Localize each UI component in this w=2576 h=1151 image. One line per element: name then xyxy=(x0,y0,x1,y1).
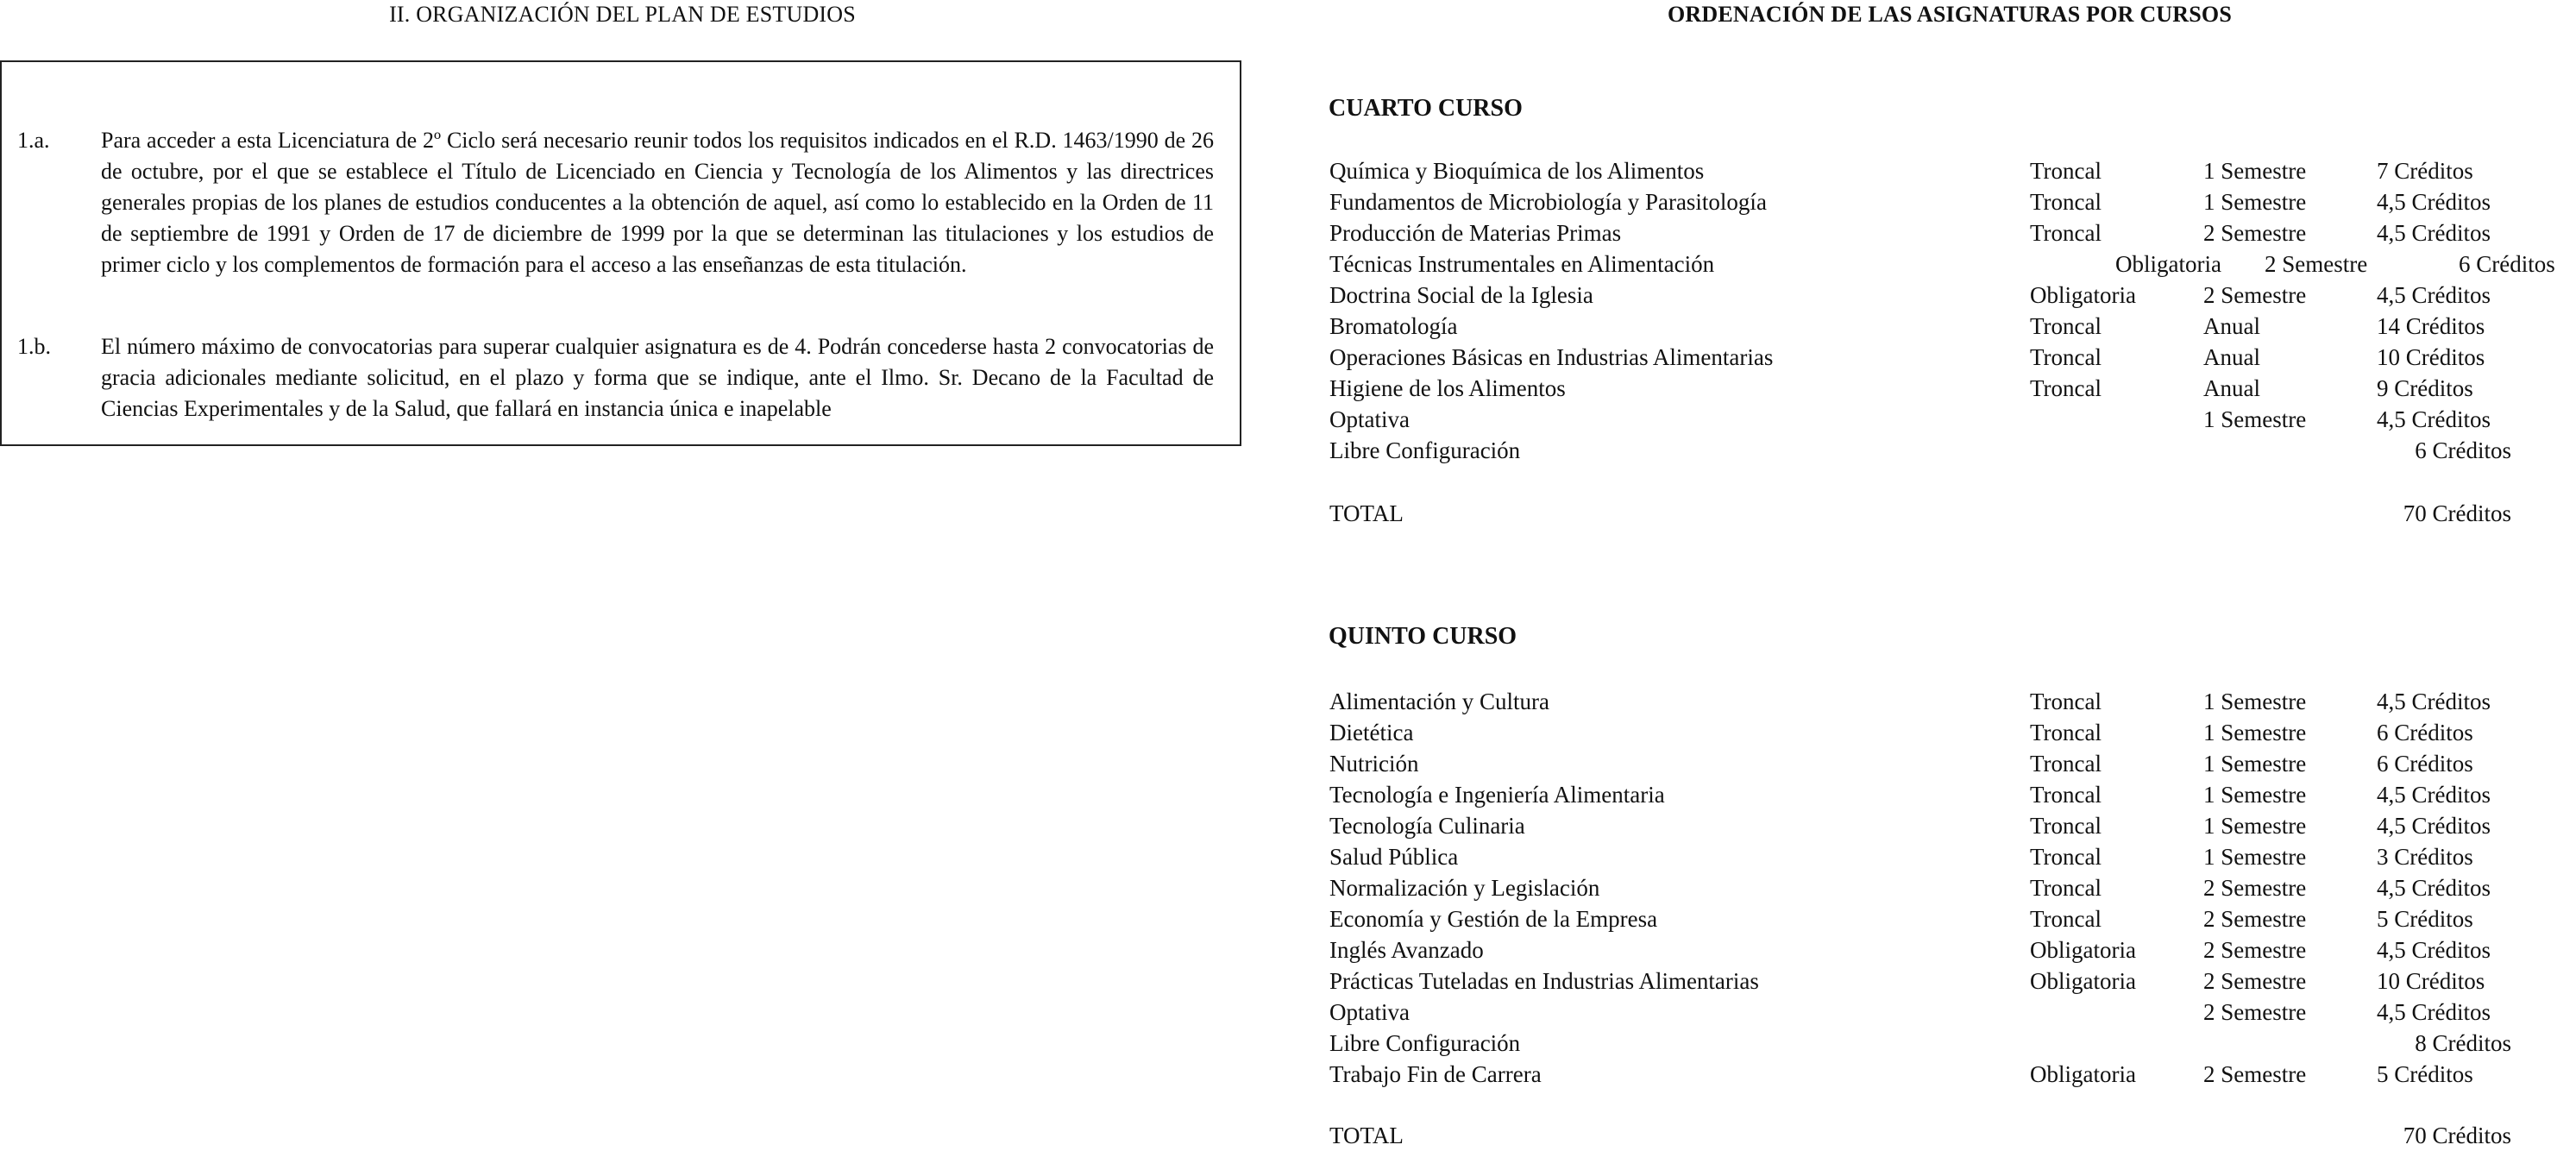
subject-type: Troncal xyxy=(2030,875,2102,901)
subject-credits: 4,5 Créditos xyxy=(2377,189,2491,215)
note-text: Para acceder a esta Licenciatura de 2º Ciclo será necesario reunir todos los requisitos indicados en el R.D. 1463/1990 de 26 de octubre, por el que se establece el Título de Licenciado en Ciencia y Tecnología de los Alimentos y las directrices generales propias de los planes de estudios conducentes a la obtención de aquel, así como lo establecido en la Orden de 11 de septiembre de 1991 y Orden de 17 de diciembre de 1999 por la que se determinan las titulaciones y los estudios de primer ciclo y los complementos de formación para el acceso a las enseñanzas de esta titulación. xyxy=(101,128,1214,277)
subject-type: Troncal xyxy=(2030,689,2102,714)
total-label: TOTAL xyxy=(1329,1123,1404,1148)
subject-credits: 14 Créditos xyxy=(2377,313,2485,339)
subject-duration: 2 Semestre xyxy=(2203,875,2307,901)
table-row xyxy=(0,248,2576,280)
subject-credits: 4,5 Créditos xyxy=(2377,782,2491,808)
total-label: TOTAL xyxy=(1329,500,1404,526)
subject-type: Obligatoria xyxy=(2115,251,2221,277)
section-title-cuarto: CUARTO CURSO xyxy=(1329,95,1523,122)
subject-type: Troncal xyxy=(2030,720,2102,745)
subject-duration: 2 Semestre xyxy=(2203,1061,2307,1087)
subject-name: Libre Configuración xyxy=(1329,1030,1521,1056)
subject-type: Obligatoria xyxy=(2030,282,2136,308)
subject-type: Troncal xyxy=(2030,813,2102,839)
subject-name: Producción de Materias Primas xyxy=(1329,220,1622,246)
note-label: 1.a. xyxy=(17,128,50,153)
table-row xyxy=(0,217,2576,248)
subject-credits: 4,5 Créditos xyxy=(2377,813,2491,839)
total-value: 70 Créditos xyxy=(2403,1123,2511,1148)
subject-duration: 2 Semestre xyxy=(2265,251,2368,277)
subject-name: Dietética xyxy=(1329,720,1414,745)
subject-credits: 6 Créditos xyxy=(2377,751,2473,777)
subject-duration: 1 Semestre xyxy=(2203,751,2307,777)
table-row xyxy=(0,934,2576,965)
subject-type: Troncal xyxy=(2030,782,2102,808)
subject-duration: 2 Semestre xyxy=(2203,999,2307,1025)
table-row xyxy=(0,872,2576,903)
subject-credits: 5 Créditos xyxy=(2377,906,2473,932)
total-row xyxy=(0,1120,2576,1151)
table-row xyxy=(0,435,2576,466)
subject-credits: 4,5 Créditos xyxy=(2377,220,2491,246)
subject-type: Obligatoria xyxy=(2030,937,2136,963)
subject-name: Alimentación y Cultura xyxy=(1329,689,1549,714)
subject-credits: 4,5 Créditos xyxy=(2377,875,2491,901)
subject-credits: 5 Créditos xyxy=(2377,1061,2473,1087)
table-row xyxy=(0,1028,2576,1059)
subject-duration: 2 Semestre xyxy=(2203,282,2307,308)
subject-type: Troncal xyxy=(2030,375,2102,401)
note-text: El número máximo de convocatorias para superar cualquier asignatura es de 4. Podrán concederse hasta 2 convocatorias de gracia adicionales mediante solicitud, en el plazo y forma que se indique, ante el Ilmo. Sr. Decano de la Facultad de Ciencias Experimentales y de la Salud, que fallará en instancia única e inapelable xyxy=(101,334,1214,421)
subject-name: Bromatología xyxy=(1329,313,1458,339)
subject-credits: 4,5 Créditos xyxy=(2377,999,2491,1025)
subject-credits: 10 Créditos xyxy=(2377,968,2485,994)
subject-duration: 1 Semestre xyxy=(2203,782,2307,808)
subject-credits: 3 Créditos xyxy=(2377,844,2473,870)
total-value: 70 Créditos xyxy=(2403,500,2511,526)
subject-name: Nutrición xyxy=(1329,751,1419,777)
subject-credits: 4,5 Créditos xyxy=(2377,282,2491,308)
subject-credits: 4,5 Créditos xyxy=(2377,937,2491,963)
subject-duration: Anual xyxy=(2203,375,2260,401)
subject-duration: 2 Semestre xyxy=(2203,906,2307,932)
subject-credits: 6 Créditos xyxy=(2459,251,2555,277)
subject-name: Operaciones Básicas en Industrias Alimentarias xyxy=(1329,344,1774,370)
subject-name: Inglés Avanzado xyxy=(1329,937,1484,963)
subject-name: Tecnología e Ingeniería Alimentaria xyxy=(1329,782,1665,808)
table-row xyxy=(0,280,2576,311)
left-page-title: II. ORGANIZACIÓN DEL PLAN DE ESTUDIOS xyxy=(389,2,856,27)
total-row xyxy=(0,498,2576,529)
subject-credits: 4,5 Créditos xyxy=(2377,406,2491,432)
right-page-title: ORDENACIÓN DE LAS ASIGNATURAS POR CURSOS xyxy=(1667,2,2232,27)
table-row xyxy=(0,686,2576,717)
table-row xyxy=(0,155,2576,186)
table-row xyxy=(0,373,2576,404)
note-label: 1.b. xyxy=(17,334,51,359)
subject-name: Optativa xyxy=(1329,406,1410,432)
table-row xyxy=(0,1059,2576,1090)
subject-credits: 7 Créditos xyxy=(2377,158,2473,184)
table-row xyxy=(0,997,2576,1028)
subject-type: Troncal xyxy=(2030,751,2102,777)
subject-type: Troncal xyxy=(2030,313,2102,339)
subject-duration: 1 Semestre xyxy=(2203,406,2307,432)
table-row xyxy=(0,903,2576,934)
table-row xyxy=(0,404,2576,435)
subject-name: Salud Pública xyxy=(1329,844,1459,870)
subject-type: Troncal xyxy=(2030,220,2102,246)
subject-name: Doctrina Social de la Iglesia xyxy=(1329,282,1593,308)
subject-name: Higiene de los Alimentos xyxy=(1329,375,1566,401)
subject-credits: 6 Créditos xyxy=(2415,437,2511,463)
subject-duration: 2 Semestre xyxy=(2203,937,2307,963)
subject-duration: 1 Semestre xyxy=(2203,813,2307,839)
subject-name: Tecnología Culinaria xyxy=(1329,813,1525,839)
table-row xyxy=(0,717,2576,748)
subject-credits: 8 Créditos xyxy=(2415,1030,2511,1056)
subject-duration: Anual xyxy=(2203,344,2260,370)
subject-duration: 1 Semestre xyxy=(2203,720,2307,745)
table-row xyxy=(0,342,2576,373)
subject-credits: 10 Créditos xyxy=(2377,344,2485,370)
subject-type: Obligatoria xyxy=(2030,968,2136,994)
subject-type: Troncal xyxy=(2030,906,2102,932)
subject-name: Normalización y Legislación xyxy=(1329,875,1600,901)
subject-name: Fundamentos de Microbiología y Parasitología xyxy=(1329,189,1767,215)
table-row xyxy=(0,186,2576,217)
subject-credits: 9 Créditos xyxy=(2377,375,2473,401)
table-row xyxy=(0,748,2576,779)
subject-duration: 1 Semestre xyxy=(2203,689,2307,714)
subject-credits: 4,5 Créditos xyxy=(2377,689,2491,714)
table-row xyxy=(0,810,2576,841)
table-row xyxy=(0,311,2576,342)
subject-duration: Anual xyxy=(2203,313,2260,339)
subject-name: Economía y Gestión de la Empresa xyxy=(1329,906,1658,932)
subject-duration: 1 Semestre xyxy=(2203,158,2307,184)
table-row xyxy=(0,841,2576,872)
subject-name: Química y Bioquímica de los Alimentos xyxy=(1329,158,1705,184)
subject-name: Libre Configuración xyxy=(1329,437,1521,463)
subject-name: Técnicas Instrumentales en Alimentación xyxy=(1329,251,1715,277)
subject-name: Optativa xyxy=(1329,999,1410,1025)
subject-credits: 6 Créditos xyxy=(2377,720,2473,745)
subject-type: Troncal xyxy=(2030,189,2102,215)
subject-name: Trabajo Fin de Carrera xyxy=(1329,1061,1542,1087)
subject-type: Troncal xyxy=(2030,344,2102,370)
section-title-quinto: QUINTO CURSO xyxy=(1329,623,1517,650)
subject-duration: 2 Semestre xyxy=(2203,968,2307,994)
subject-name: Prácticas Tuteladas en Industrias Alimentarias xyxy=(1329,968,1759,994)
subject-duration: 1 Semestre xyxy=(2203,189,2307,215)
subject-duration: 2 Semestre xyxy=(2203,220,2307,246)
table-row xyxy=(0,965,2576,997)
subject-duration: 1 Semestre xyxy=(2203,844,2307,870)
subject-type: Troncal xyxy=(2030,844,2102,870)
subject-type: Obligatoria xyxy=(2030,1061,2136,1087)
subject-type: Troncal xyxy=(2030,158,2102,184)
table-row xyxy=(0,779,2576,810)
